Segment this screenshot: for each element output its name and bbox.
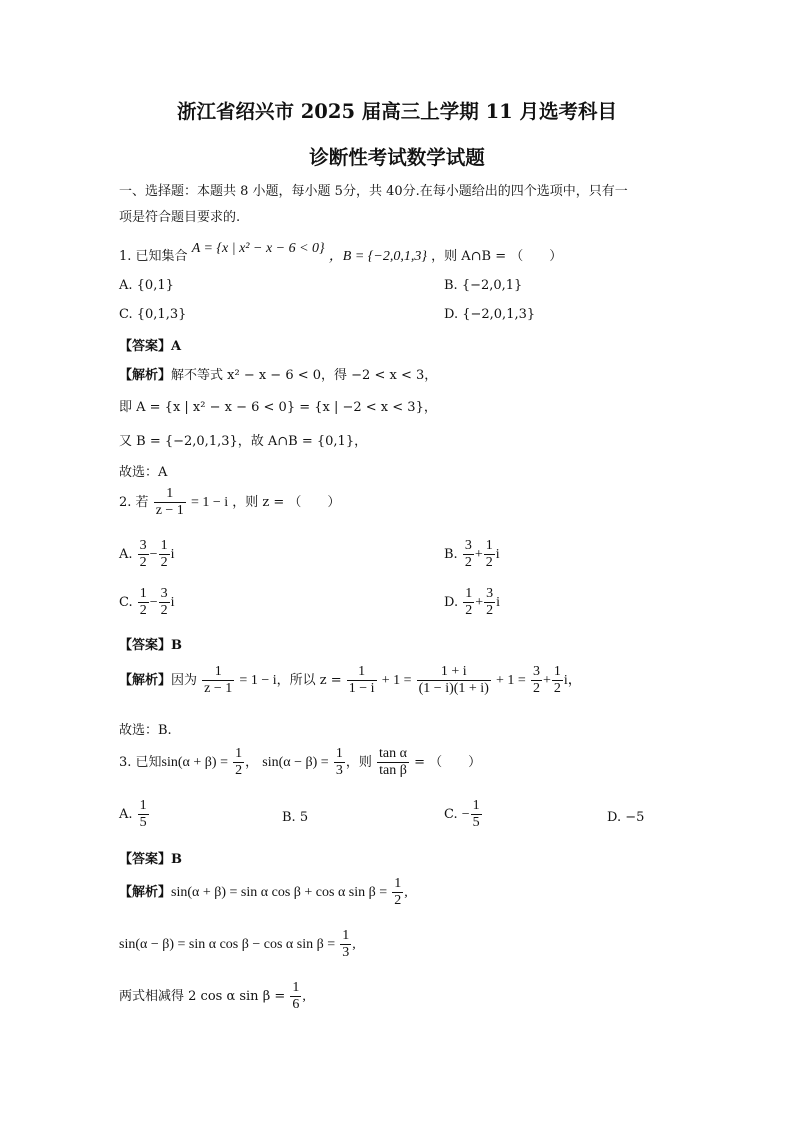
q2-exp-f5n: 1 (553, 664, 561, 679)
q2-opt-d-d1: 2 (465, 603, 473, 618)
q2-exp-i: i， (563, 673, 582, 688)
q2-exp-frac3 (417, 664, 491, 697)
q3-tan-d: tan β (379, 763, 407, 778)
q2-exp-f1d: z − 1 (204, 681, 233, 696)
q2-opt-a-n2: 1 (160, 538, 168, 553)
q2-exp-f4n: 3 (532, 664, 540, 679)
q3-exp2-frac (340, 928, 351, 961)
q2-opt-c-frac1 (138, 586, 149, 619)
q3-option-a-label: A. (119, 807, 133, 822)
q3-third-frac (334, 746, 345, 779)
q2-exp-eq1: = 1 − i (239, 673, 277, 688)
q3-sin-minus: sin(α − β) = (262, 755, 329, 770)
q2-opt-c-d1: 2 (139, 603, 147, 618)
q2-opt-b-n2: 1 (485, 538, 493, 553)
q2-opt-b-frac1 (463, 538, 474, 571)
q3-explanation-3 (119, 980, 306, 1013)
q2-exp-f1n: 1 (202, 664, 234, 681)
q3-exp3: 两式相减得 2 cos α sin β = (119, 989, 286, 1004)
q3-sin-plus: sin(α + β) = (161, 755, 228, 770)
q2-opt-d-n2: 3 (486, 586, 494, 601)
q2-opt-c-frac2 (159, 586, 170, 619)
q3-exp3-frac (290, 980, 301, 1013)
q2-opt-a-frac1 (138, 538, 149, 571)
q2-opt-b-d1: 2 (464, 555, 472, 570)
q3-half-frac (233, 746, 244, 779)
q1-set-a: A = {x | x² − x − 6 < 0} (191, 241, 325, 256)
q1-option-b: B. {−2,0,1} (444, 278, 523, 293)
q2-opt-a-frac2 (159, 538, 170, 571)
q2-exp-plus: + (542, 673, 551, 688)
q2-opt-a-d1: 2 (139, 555, 147, 570)
q3-exp3-d: 6 (292, 997, 300, 1012)
q1-set-b: ，B = {−2,0,1,3} (328, 249, 427, 264)
q1-explanation-1 (119, 364, 437, 383)
q2-opt-b-d2: 2 (485, 555, 493, 570)
q2-explanation (119, 664, 582, 697)
q3-half-d: 2 (235, 763, 243, 778)
q2-opt-c-d2: 2 (160, 603, 168, 618)
q3-third-d: 3 (335, 763, 343, 778)
q3-tan-frac (377, 746, 409, 779)
q3-exp1-tail: , (404, 885, 408, 900)
q2-answer: 【答案】B (119, 638, 182, 653)
q3-exp1: sin(α + β) = sin α cos β + cos α sin β = (171, 885, 388, 900)
q2-exp-p1: + 1 = (381, 673, 412, 688)
q3-opt-c-frac (471, 798, 482, 831)
q2-opt-c-n1: 1 (139, 586, 147, 601)
q3-explanation-1 (119, 876, 408, 909)
q3-option-c-label: C. (444, 807, 458, 822)
q2-exp-frac5 (552, 664, 563, 697)
q2-opt-b-n1: 3 (464, 538, 472, 553)
q1-explanation-3: 又 B = {−2,0,1,3}，故 A∩B = {0,1}， (119, 434, 368, 449)
q2-option-d-label: D. (444, 595, 459, 610)
q2-exp-p2: + 1 = (496, 673, 526, 688)
q3-option-b: B. 5 (282, 810, 309, 825)
q2-opt-a-n1: 3 (139, 538, 147, 553)
q2-option-b-label: B. (444, 547, 458, 562)
q3-exp3-n: 1 (292, 980, 300, 995)
section-header: 一、选择题：本题共 8 小题，每小题 5分，共 40分.在每小题给出的四个选项中，只有一 (119, 184, 628, 199)
q2-exp-f2d: 1 − i (348, 681, 375, 696)
q1-stem-post: ，则 A∩B = （ ） (431, 249, 563, 264)
q3-option-a (119, 798, 150, 831)
q3-exp3-tail: , (302, 989, 306, 1004)
q2-exp-frac4 (531, 664, 542, 697)
q3-third-n: 1 (335, 746, 343, 761)
q3-exp2-tail: , (352, 937, 356, 952)
q2-opt-d-op: + (475, 595, 484, 610)
q2-opt-a-i: i (170, 547, 175, 562)
q2-option-b (444, 538, 500, 571)
q2-stem-den: z − 1 (155, 503, 184, 518)
q3-explanation-2 (119, 928, 356, 961)
q2-stem-mid: = 1 − i (190, 495, 229, 510)
q2-option-c (119, 586, 175, 619)
q2-exp-f2n: 1 (347, 664, 377, 681)
q3-opt-a-n: 1 (139, 798, 147, 813)
q2-exp-f3d: (1 − i)(1 + i) (418, 681, 489, 696)
q1-option-c: C. {0,1,3} (119, 307, 187, 322)
q1-exp-text-1: 解不等式 x² − x − 6 < 0，得 −2 < x < 3， (171, 368, 438, 383)
q2-exp-label: 【解析】 (119, 673, 172, 688)
q2-exp-frac1 (202, 664, 234, 697)
q3-exp1-d: 2 (394, 893, 402, 908)
q2-opt-d-d2: 2 (486, 603, 494, 618)
q1-exp-label: 【解析】 (119, 368, 172, 383)
doc-title-line2: 诊断性考试数学试题 (309, 146, 485, 169)
q2-opt-c-i: i (170, 595, 175, 610)
q3-stem (119, 746, 481, 779)
q3-opt-a-frac (138, 798, 149, 831)
q2-exp-f5d: 2 (553, 681, 561, 696)
q1-stem (119, 241, 563, 265)
doc-title-line1: 浙江省绍兴市 2025 届高三上学期 11 月选考科目 (176, 100, 618, 123)
q3-exp2-n: 1 (342, 928, 350, 943)
q3-exp2-d: 3 (342, 945, 350, 960)
q1-option-d: D. {−2,0,1,3} (444, 307, 536, 322)
q2-exp-so: ，所以 z = (276, 673, 342, 688)
q2-opt-b-i: i (495, 547, 500, 562)
q3-opt-c-sign: − (461, 807, 470, 822)
q3-tail: = （ ） (414, 755, 482, 770)
q3-exp2: sin(α − β) = sin α cos β − cos α sin β = (119, 937, 336, 952)
q1-choose: 故选：A (119, 465, 168, 480)
q3-option-c (444, 798, 483, 831)
q2-opt-c-n2: 3 (160, 586, 168, 601)
q2-exp-frac2 (347, 664, 377, 697)
section-header-cont: 项是符合题目要求的. (119, 210, 241, 225)
q2-opt-d-n1: 1 (465, 586, 473, 601)
q1-option-a: A. {0,1} (119, 278, 174, 293)
q3-exp1-frac (392, 876, 403, 909)
q2-opt-b-op: + (474, 547, 483, 562)
q2-exp-f4d: 2 (532, 681, 540, 696)
q1-explanation-2: 即 A = {x | x² − x − 6 < 0} = {x | −2 < x < 3}， (119, 400, 437, 415)
q3-answer: 【答案】B (119, 852, 182, 867)
q2-opt-a-op: − (149, 547, 158, 562)
q2-opt-d-i: i (496, 595, 501, 610)
q1-stem-pre: 1. 已知集合 (119, 249, 188, 264)
q2-stem-num: 1 (154, 486, 186, 503)
q2-opt-c-op: − (149, 595, 158, 610)
q2-option-a-label: A. (119, 547, 133, 562)
q2-exp-pre: 因为 (171, 673, 198, 688)
q2-opt-a-d2: 2 (160, 555, 168, 570)
q3-option-d: D. −5 (607, 810, 645, 825)
q3-exp1-n: 1 (394, 876, 402, 891)
q1-answer: 【答案】A (119, 339, 182, 354)
q3-exp-label: 【解析】 (119, 885, 172, 900)
q2-stem-post: ，则 z = （ ） (232, 495, 341, 510)
q3-opt-a-d: 5 (139, 815, 147, 830)
q2-stem (119, 486, 340, 519)
q3-opt-c-d: 5 (472, 815, 480, 830)
q2-stem-pre: 2. 若 (119, 495, 149, 510)
q2-option-d (444, 586, 500, 619)
q3-then: ，则 (345, 755, 372, 770)
q3-stem-pre: 3. 已知 (119, 755, 162, 770)
q2-option-c-label: C. (119, 595, 133, 610)
q2-opt-b-frac2 (484, 538, 495, 571)
q2-opt-d-frac2 (484, 586, 495, 619)
q2-option-a (119, 538, 174, 571)
q3-half-n: 1 (235, 746, 243, 761)
q2-exp-f3n: 1 + i (417, 664, 491, 681)
q2-stem-fraction (154, 486, 186, 519)
q2-choose: 故选：B. (119, 723, 172, 738)
q3-opt-c-n: 1 (472, 798, 480, 813)
q3-tan-n: tan α (378, 746, 407, 761)
q3-sep: ， (245, 755, 259, 770)
q2-opt-d-frac1 (463, 586, 474, 619)
